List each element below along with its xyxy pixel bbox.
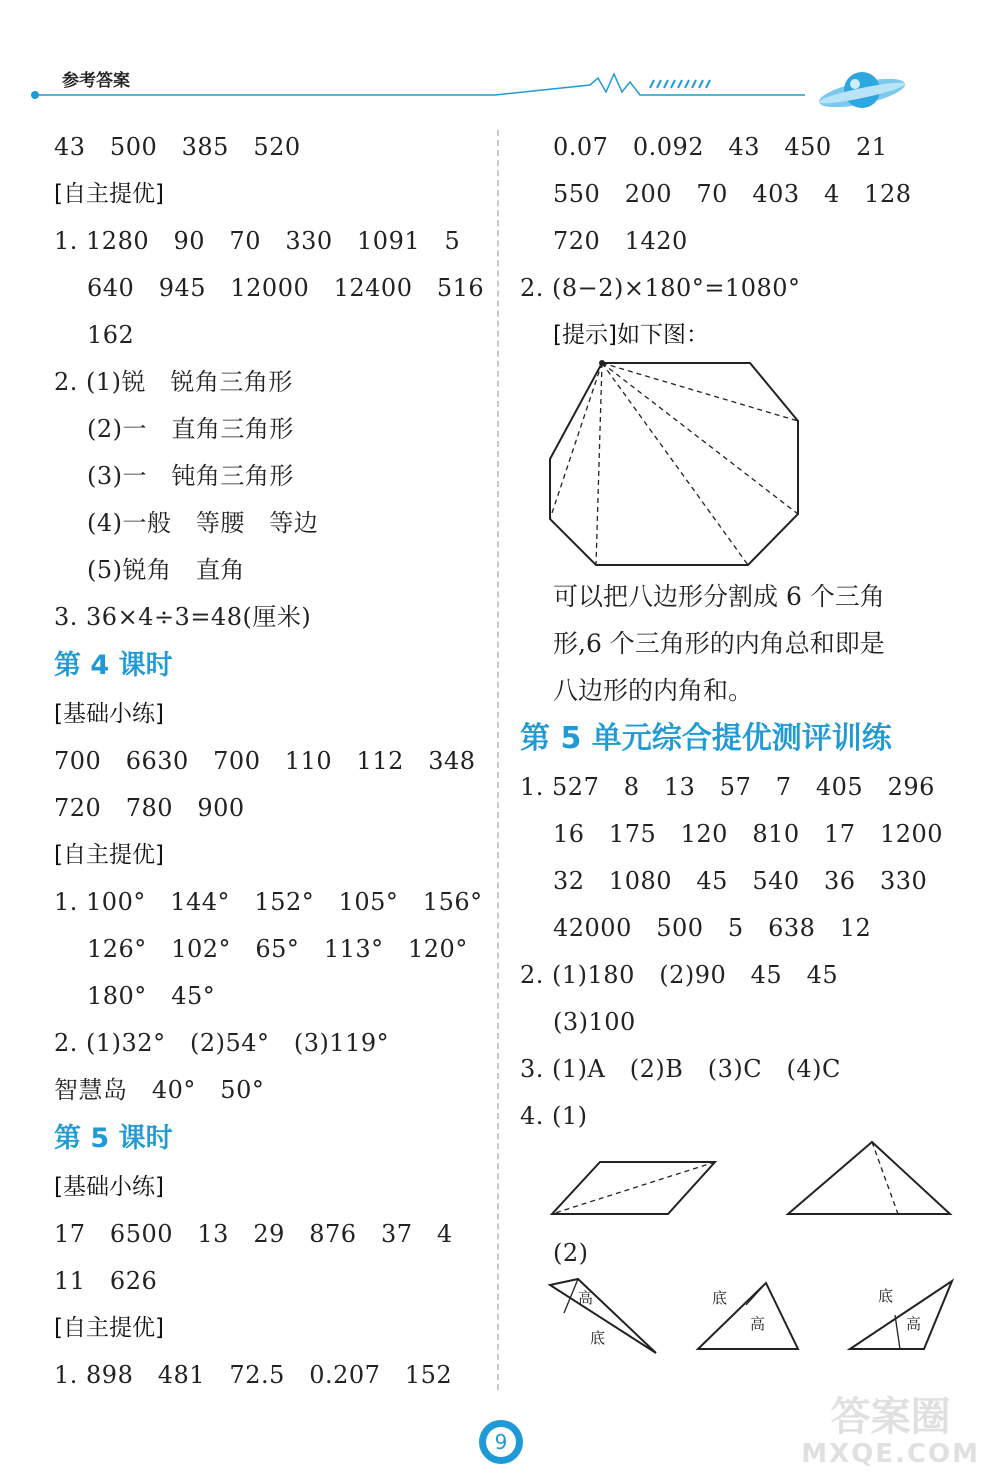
diagonal-line [550,363,602,519]
column-divider [497,130,499,1390]
answer-line: 3. 36×4÷3=48(厘米) [54,603,312,631]
answer-line: 126° 102° 65° 113° 120° [87,935,468,963]
page-number: 9 [486,1427,516,1457]
shapes-diagram-2 [520,1277,960,1357]
answer-line: 2. (1)32° (2)54° (3)119° [54,1029,390,1057]
section-label: [基础小练] [54,701,164,727]
answer-line: 11 626 [54,1267,158,1295]
section-label: [自主提优] [54,1315,164,1341]
section-label: [自主提优] [54,181,164,207]
hint-label: [提示]如下图： [553,322,709,348]
answer-line: 1. 898 481 72.5 0.207 152 [54,1361,453,1389]
height-line [746,1283,766,1305]
height-label: 高 [578,1289,594,1307]
answer-line: (2)一 直角三角形 [87,415,294,443]
answer-line: 1. 100° 144° 152° 105° 156° [54,888,483,916]
lesson-heading: 第 4 课时 [54,650,173,681]
answer-line: 550 200 70 403 4 128 [553,180,912,208]
answer-line: 3. (1)A (2)B (3)C (4)C [520,1055,841,1083]
answer-line: 16 175 120 810 17 1200 [553,820,944,848]
answer-line: 2. (1)锐 锐角三角形 [54,368,293,396]
answer-line: 180° 45° [87,982,216,1010]
answer-line: (2) [553,1239,589,1267]
diagonal-line [602,363,748,565]
header-decoration [0,60,1000,120]
answer-line: 智慧岛 40° 50° [54,1076,265,1104]
answer-line: 700 6630 700 110 112 348 [54,747,476,775]
section-label: [基础小练] [54,1174,164,1200]
triangle-height-shape [850,1281,952,1349]
height-label: 高 [750,1315,766,1333]
diagonal-line [602,363,798,421]
octagon-shape [550,363,798,565]
planet-icon [817,72,908,113]
base-label: 底 [878,1287,894,1305]
answer-line: (5)锐角 直角 [87,556,245,584]
explanation-line: 形,6 个三角形的内角总和即是 [553,629,885,658]
answer-line: 720 780 900 [54,794,245,822]
answer-line: 2. (8−2)×180°=1080° [520,274,801,302]
header-title: 参考答案 [62,71,130,91]
section-label: [自主提优] [54,842,164,868]
octagon-diagram [520,359,960,569]
diagonal-line [596,363,602,565]
watermark-title: 答案圈 [830,1394,951,1440]
explanation-line: 八边形的内角和。 [553,676,754,705]
answer-line: 162 [87,321,135,349]
answer-line: 1. 1280 90 70 330 1091 5 [54,227,461,255]
base-label: 底 [590,1329,606,1347]
answer-line: 720 1420 [553,227,688,255]
base-label: 底 [712,1289,728,1307]
answer-line: 43 500 385 520 [54,133,301,161]
answer-line: 42000 500 5 638 12 [553,914,872,942]
answer-line: 2. (1)180 (2)90 45 45 [520,961,839,989]
height-line [895,1315,900,1349]
answer-line: 32 1080 45 540 36 330 [553,867,928,895]
left-column [54,124,494,1399]
watermark [801,1395,980,1469]
vertex-dot [599,360,605,366]
answer-line: 1. 527 8 13 57 7 405 296 [520,773,935,801]
answer-line: (3)一 钝角三角形 [87,462,294,490]
answer-line: (3)100 [553,1008,636,1036]
answer-line: 0.07 0.092 43 450 21 [553,133,888,161]
lesson-heading: 第 5 课时 [54,1123,173,1154]
answer-line: 4. (1) [520,1102,588,1130]
shapes-diagram-1 [520,1140,960,1230]
answer-line: 640 945 12000 12400 516 [87,274,485,302]
height-label: 高 [906,1315,922,1333]
answer-line: (4)一般 等腰 等边 [87,509,319,537]
explanation-line: 可以把八边形分割成 6 个三角 [553,582,885,611]
right-column [520,124,960,1357]
unit-heading: 第 5 单元综合提优测评训练 [520,721,892,756]
answer-line: 17 6500 13 29 876 37 4 [54,1220,453,1248]
watermark-url: MXQE.COM [801,1439,980,1469]
page-number-badge [479,1420,523,1464]
triangle-shape [788,1142,950,1214]
